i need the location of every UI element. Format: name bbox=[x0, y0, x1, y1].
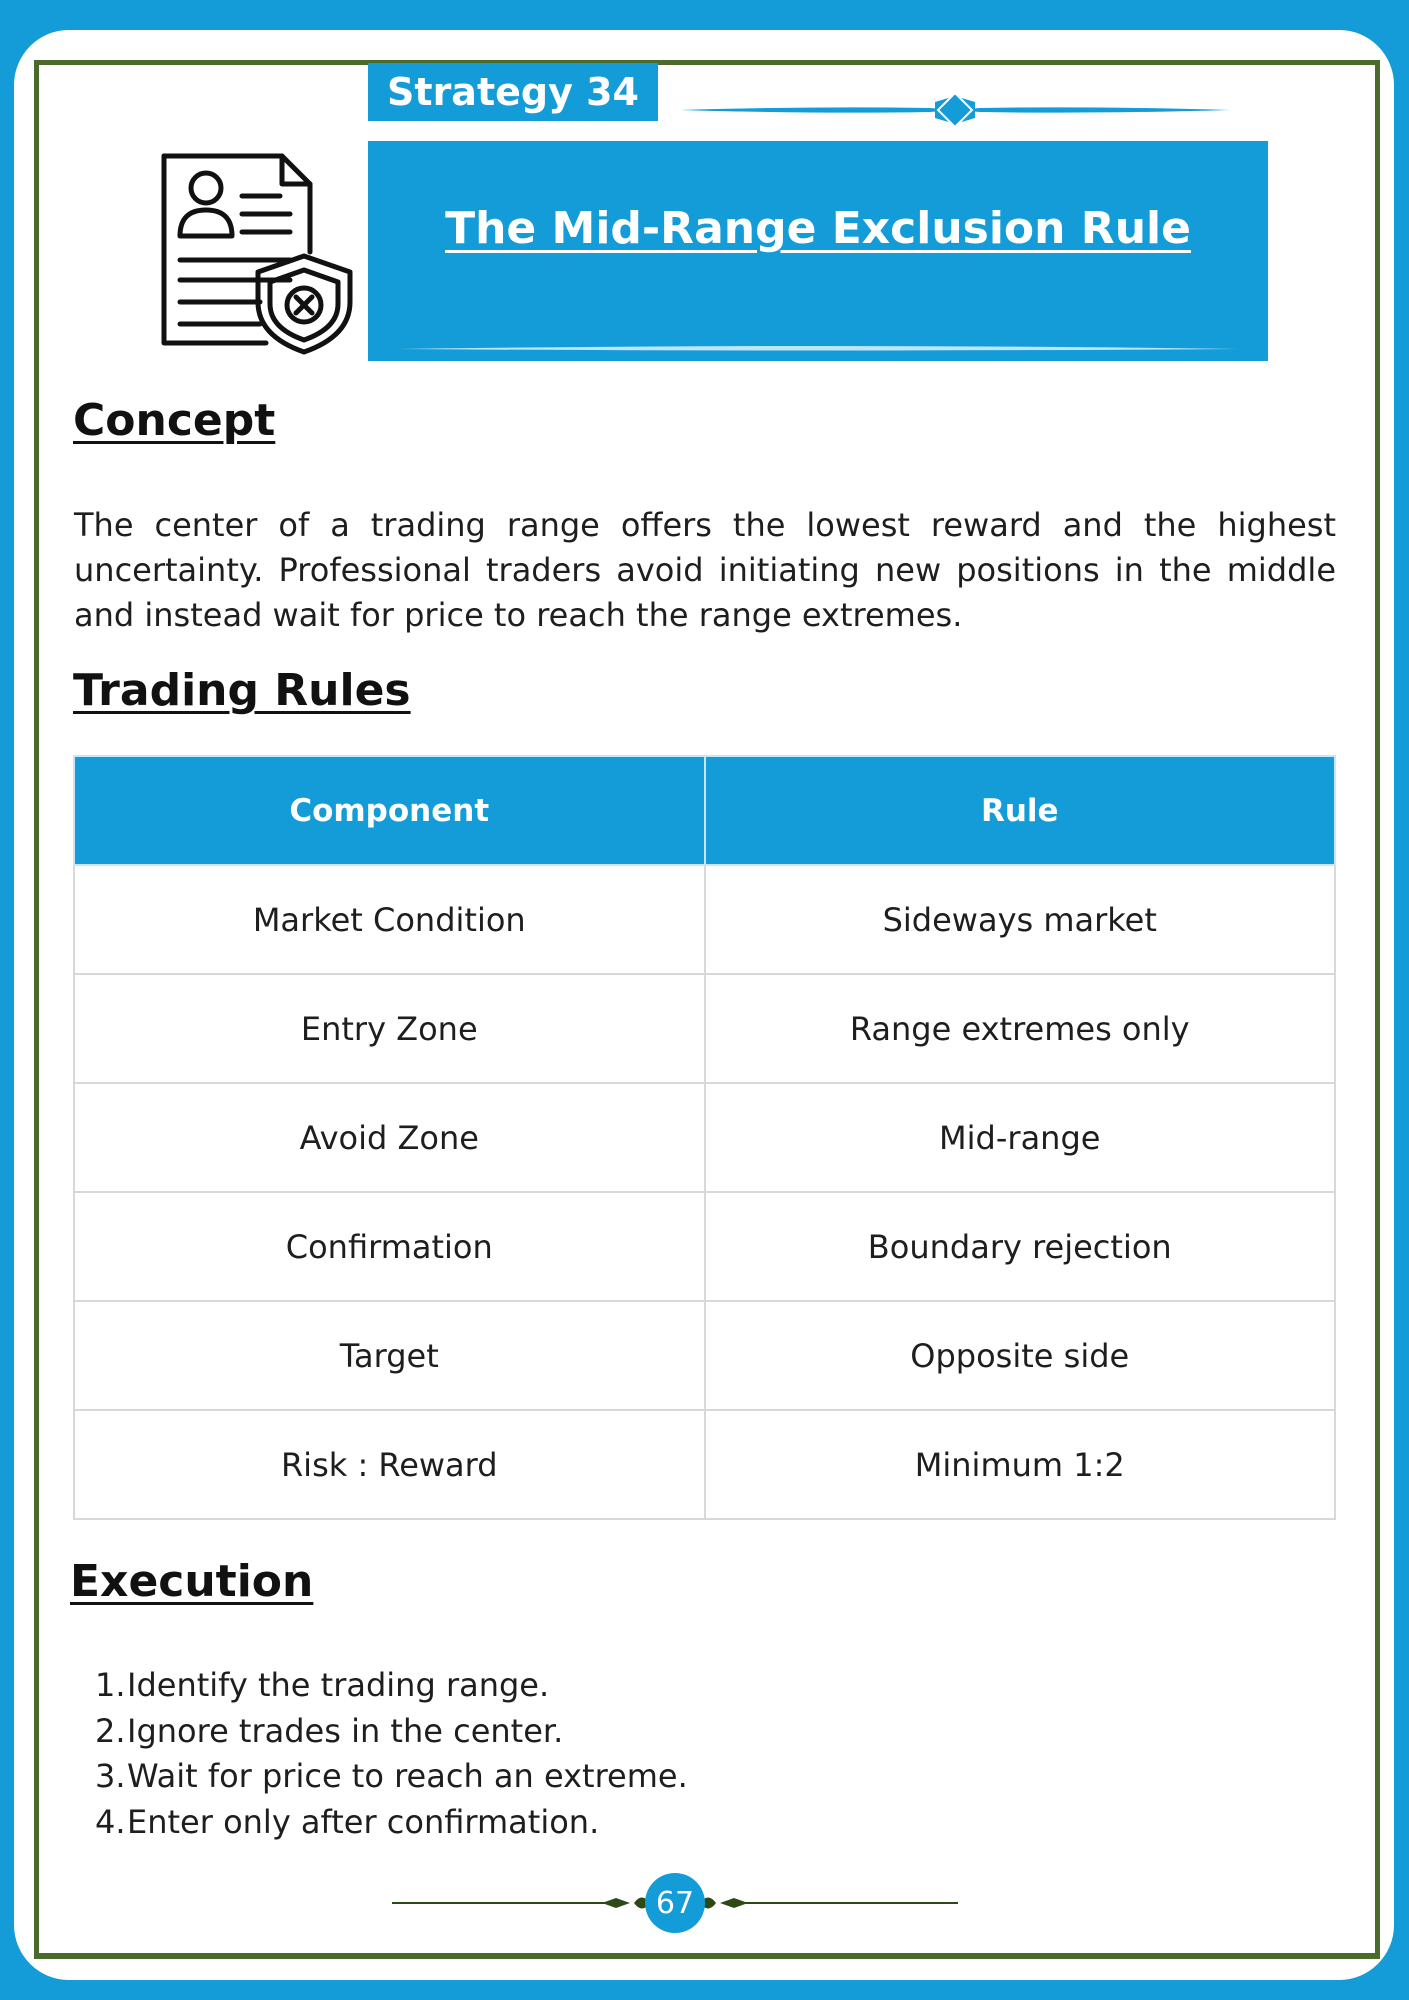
step-number: 3. bbox=[95, 1757, 126, 1795]
title-banner bbox=[368, 141, 1268, 361]
column-header-component: Component bbox=[74, 756, 705, 865]
step-number: 1. bbox=[95, 1666, 126, 1704]
execution-heading: Execution bbox=[70, 1556, 314, 1607]
table-row bbox=[74, 1083, 1335, 1192]
step-text: Ignore trades in the center. bbox=[127, 1711, 564, 1750]
concept-text: The center of a trading range offers the lowest reward and the highest uncertainty. Professional traders avoid initiating new positions in the middle and instead wait for price to reach the range extremes. bbox=[74, 506, 1336, 634]
execution-steps bbox=[95, 1663, 688, 1845]
cell-rule: Mid-range bbox=[705, 1083, 1336, 1192]
cell-component: Avoid Zone bbox=[74, 1083, 705, 1192]
step-text: Wait for price to reach an extreme. bbox=[127, 1757, 688, 1795]
trading-rules-heading: Trading Rules bbox=[73, 665, 411, 716]
list-item bbox=[95, 1754, 688, 1800]
list-item bbox=[95, 1663, 688, 1709]
list-item bbox=[95, 1800, 688, 1846]
concept-heading: Concept bbox=[73, 395, 276, 446]
cell-rule: Sideways market bbox=[705, 865, 1336, 974]
page-title: The Mid-Range Exclusion Rule bbox=[445, 203, 1191, 254]
document-shield-icon bbox=[160, 152, 355, 357]
page-number: 67 bbox=[645, 1873, 705, 1933]
step-text: Enter only after confirmation. bbox=[127, 1802, 600, 1841]
cell-component: Market Condition bbox=[74, 865, 705, 974]
step-number: 2. bbox=[95, 1711, 126, 1750]
cell-rule: Opposite side bbox=[705, 1301, 1336, 1410]
cell-component: Risk : Reward bbox=[74, 1410, 705, 1519]
table-row bbox=[74, 1410, 1335, 1519]
strategy-badge: Strategy 34 bbox=[368, 63, 658, 121]
table-row bbox=[74, 865, 1335, 974]
cell-component: Entry Zone bbox=[74, 974, 705, 1083]
cell-rule: Range extremes only bbox=[705, 974, 1336, 1083]
column-header-rule: Rule bbox=[705, 756, 1336, 865]
table-header-row bbox=[74, 756, 1335, 865]
table-row bbox=[74, 1301, 1335, 1410]
title-sheen-line bbox=[398, 343, 1238, 353]
cell-component: Confirmation bbox=[74, 1192, 705, 1301]
table-row bbox=[74, 974, 1335, 1083]
cell-component: Target bbox=[74, 1301, 705, 1410]
list-item bbox=[95, 1709, 688, 1755]
trading-rules-table bbox=[73, 755, 1336, 1520]
cell-rule: Minimum 1:2 bbox=[705, 1410, 1336, 1519]
table-row bbox=[74, 1192, 1335, 1301]
header-divider-ornament bbox=[680, 92, 1230, 128]
step-text: Identify the trading range. bbox=[127, 1666, 550, 1704]
step-number: 4. bbox=[95, 1802, 126, 1841]
cell-rule: Boundary rejection bbox=[705, 1192, 1336, 1301]
